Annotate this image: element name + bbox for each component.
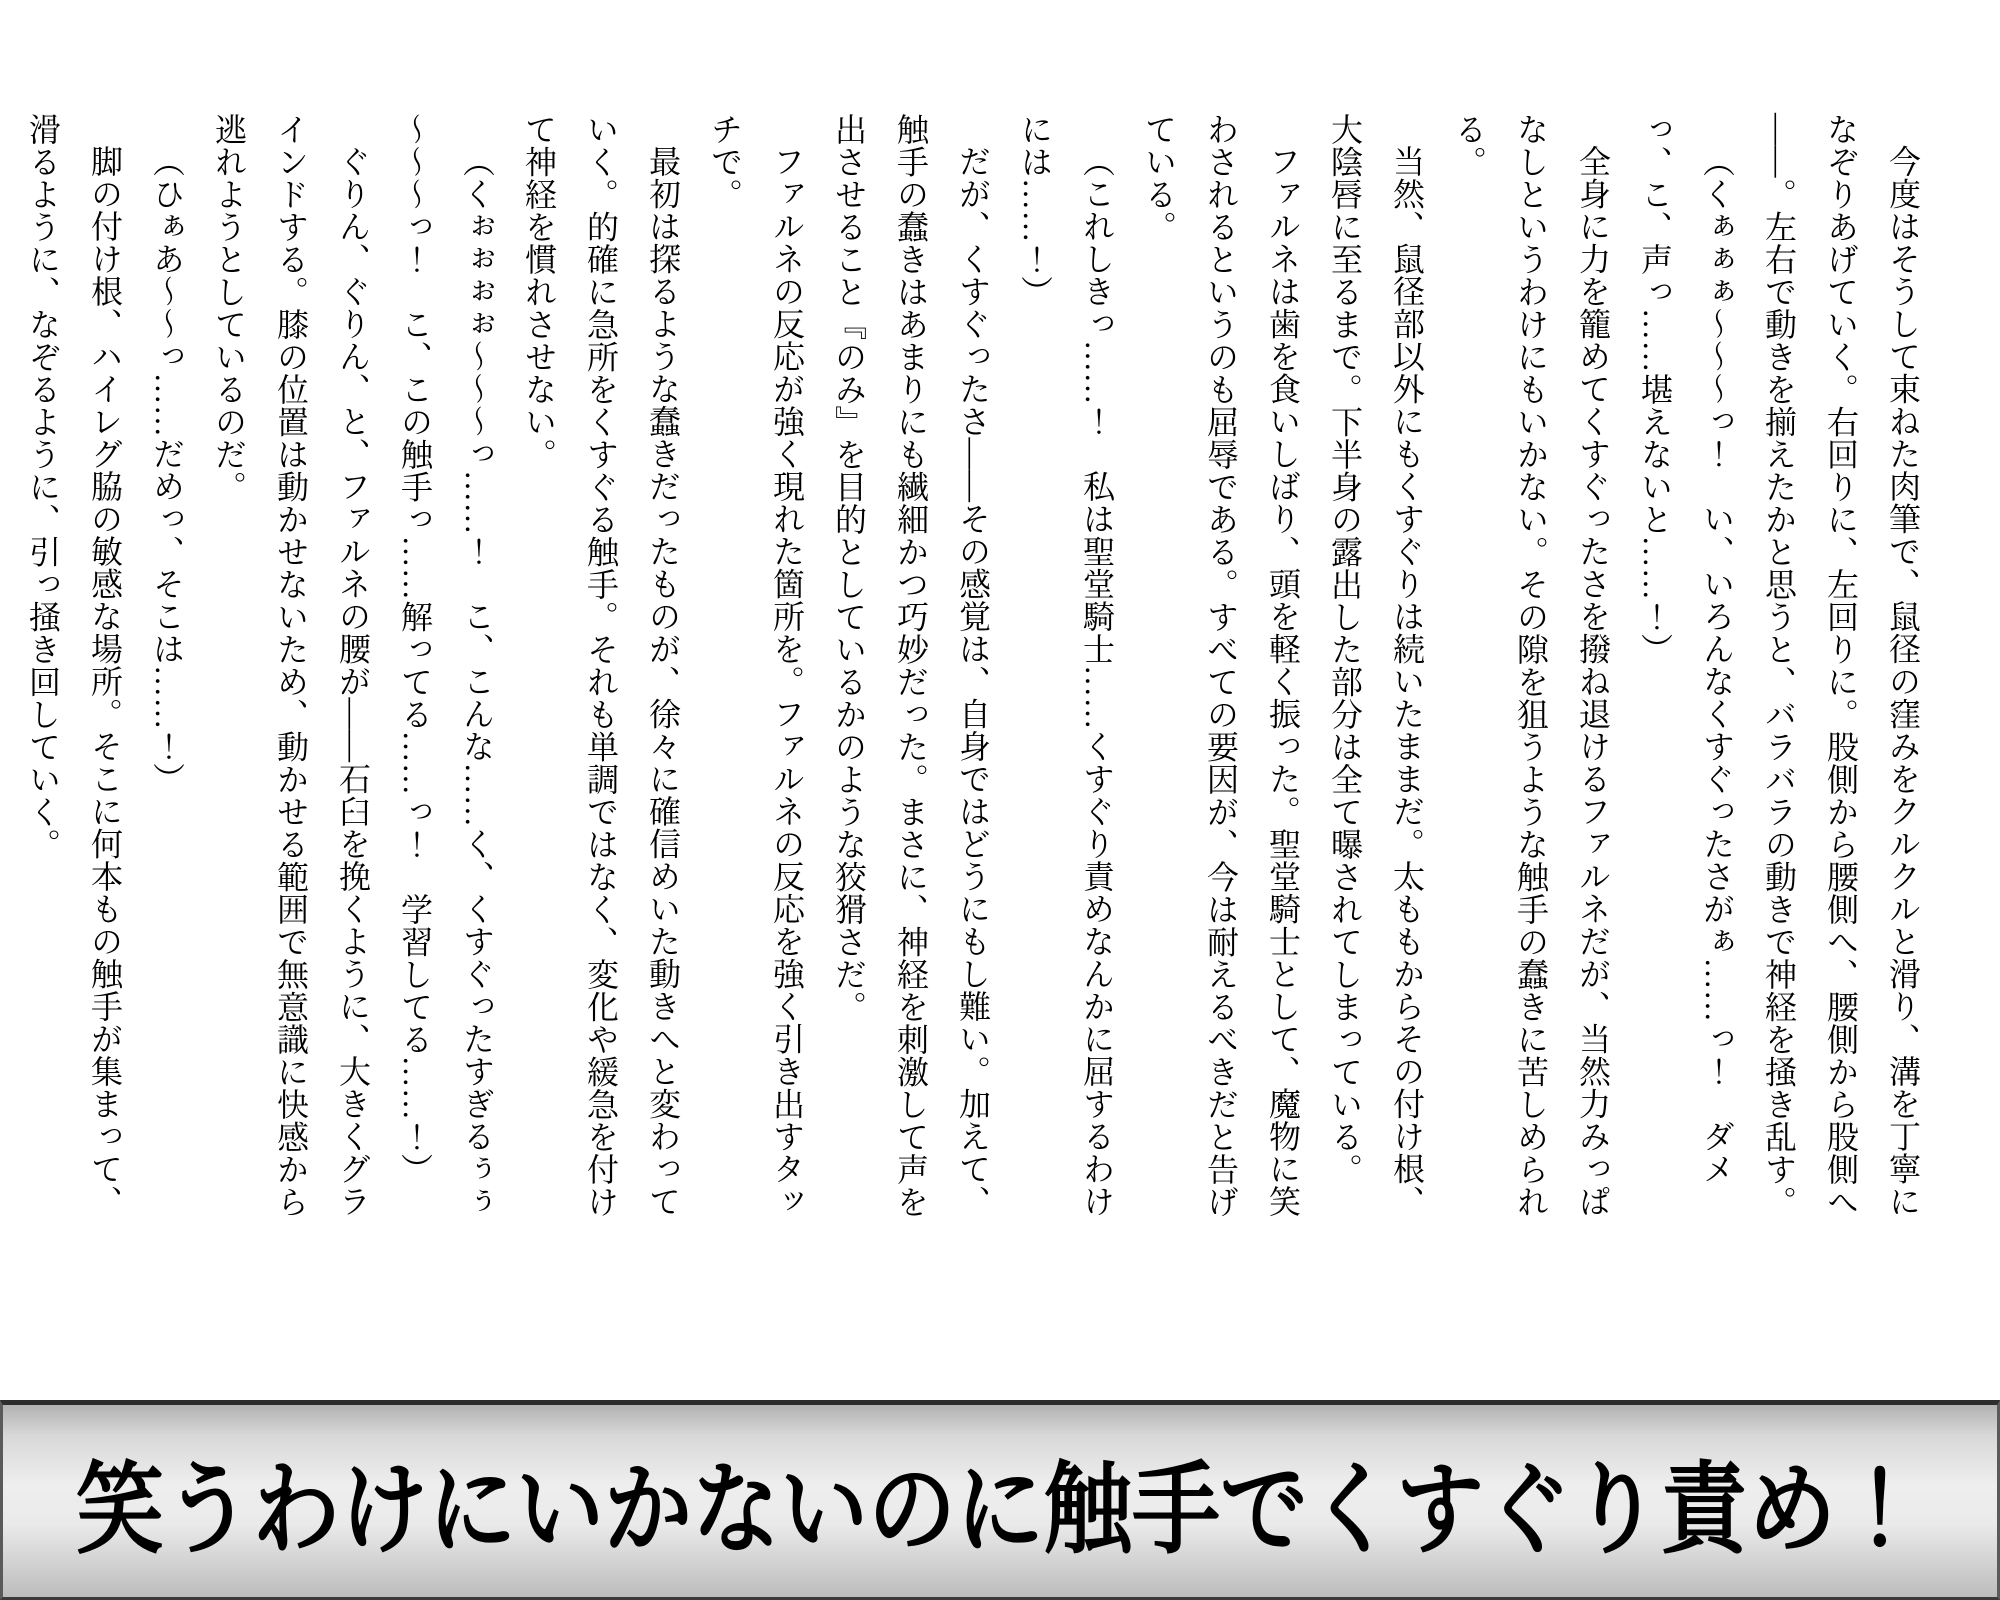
paragraph-narration: 最初は探るような蠢きだったものが、徐々に確信めいた動きへと変わっていく。的確に急所をくすぐる触手。それも単調ではなく、変化や緩急を付けて神経を慣れさせない。 [521,113,681,1218]
paragraph-narration: だが、くすぐったさ――その感覚は、自身ではどうにもし難い。加えて、触手の蠢きはあまりにも繊細かつ巧妙だった。まさに、神経を刺激して声を出させること『のみ』を目的としているかのような狡猾さだ。 [831,113,991,1218]
paragraph-narration: 今度はそうして束ねた肉筆で、鼠径の窪みをクルクルと滑り、溝を丁寧になぞりあげていく。右回りに、左回りに。股側から腰側へ、腰側から股側へ――。左右で動きを揃えたかと思うと、バラバラの動きで神経を掻き乱す。 [1761,113,1921,1218]
paragraph-narration: ファルネの反応が強く現れた箇所を。ファルネの反応を強く引き出すタッチで。 [707,113,805,1218]
paragraph-dialogue: （ひぁあ～～っ……だめっ、そこは……！） [149,145,185,795]
paragraph-dialogue: （これしきっ……！ 私は聖堂騎士……くすぐり責めなんかに屈するわけには……！） [1017,113,1115,1218]
paragraph-narration: 全身に力を籠めてくすぐったさを撥ね退けるファルネだが、当然力みっぱなしというわけにもいかない。その隙を狙うような触手の蠢きに苦しめられる。 [1451,113,1611,1218]
paragraph-narration: 当然、鼠径部以外にもくすぐりは続いたままだ。太ももからその付け根、大陰唇に至るまで。下半身の露出した部分は全て曝されてしまっている。 [1327,113,1425,1218]
paragraph-dialogue: （くぁぁぁ～～～っ！ い、いろんなくすぐったさがぁ……っ！ ダメっ、こ、声っ……堪えないと……！） [1637,113,1735,1185]
paragraph-narration: ファルネは歯を食いしばり、頭を軽く振った。聖堂騎士として、魔物に笑わされるというのも屈辱である。すべての要因が、今は耐えるべきだと告げている。 [1141,113,1301,1218]
paragraph-narration: ぐりん、ぐりん、と、ファルネの腰が――石臼を挽くように、大きくグラインドする。膝の位置は動かせないため、動かせる範囲で無意識に快感から逃れようとしているのだ。 [211,113,371,1218]
paragraph-dialogue: （くぉぉぉぉ～～～っ……！ こ、こんな……く、くすぐったすぎるぅぅ～～～っ！ こ、この触手っ……解ってる……っ！ 学習してる……！） [397,113,495,1218]
paragraph-narration: 脚の付け根、ハイレグ脇の敏感な場所。そこに何本もの触手が集まって、滑るように、なぞるように、引っ掻き回していく。 [25,113,123,1218]
chapter-title-banner [0,1400,2000,1600]
chapter-title-text: 笑うわけにいかないのに触手でくすぐり責め！ [76,1454,1924,1566]
